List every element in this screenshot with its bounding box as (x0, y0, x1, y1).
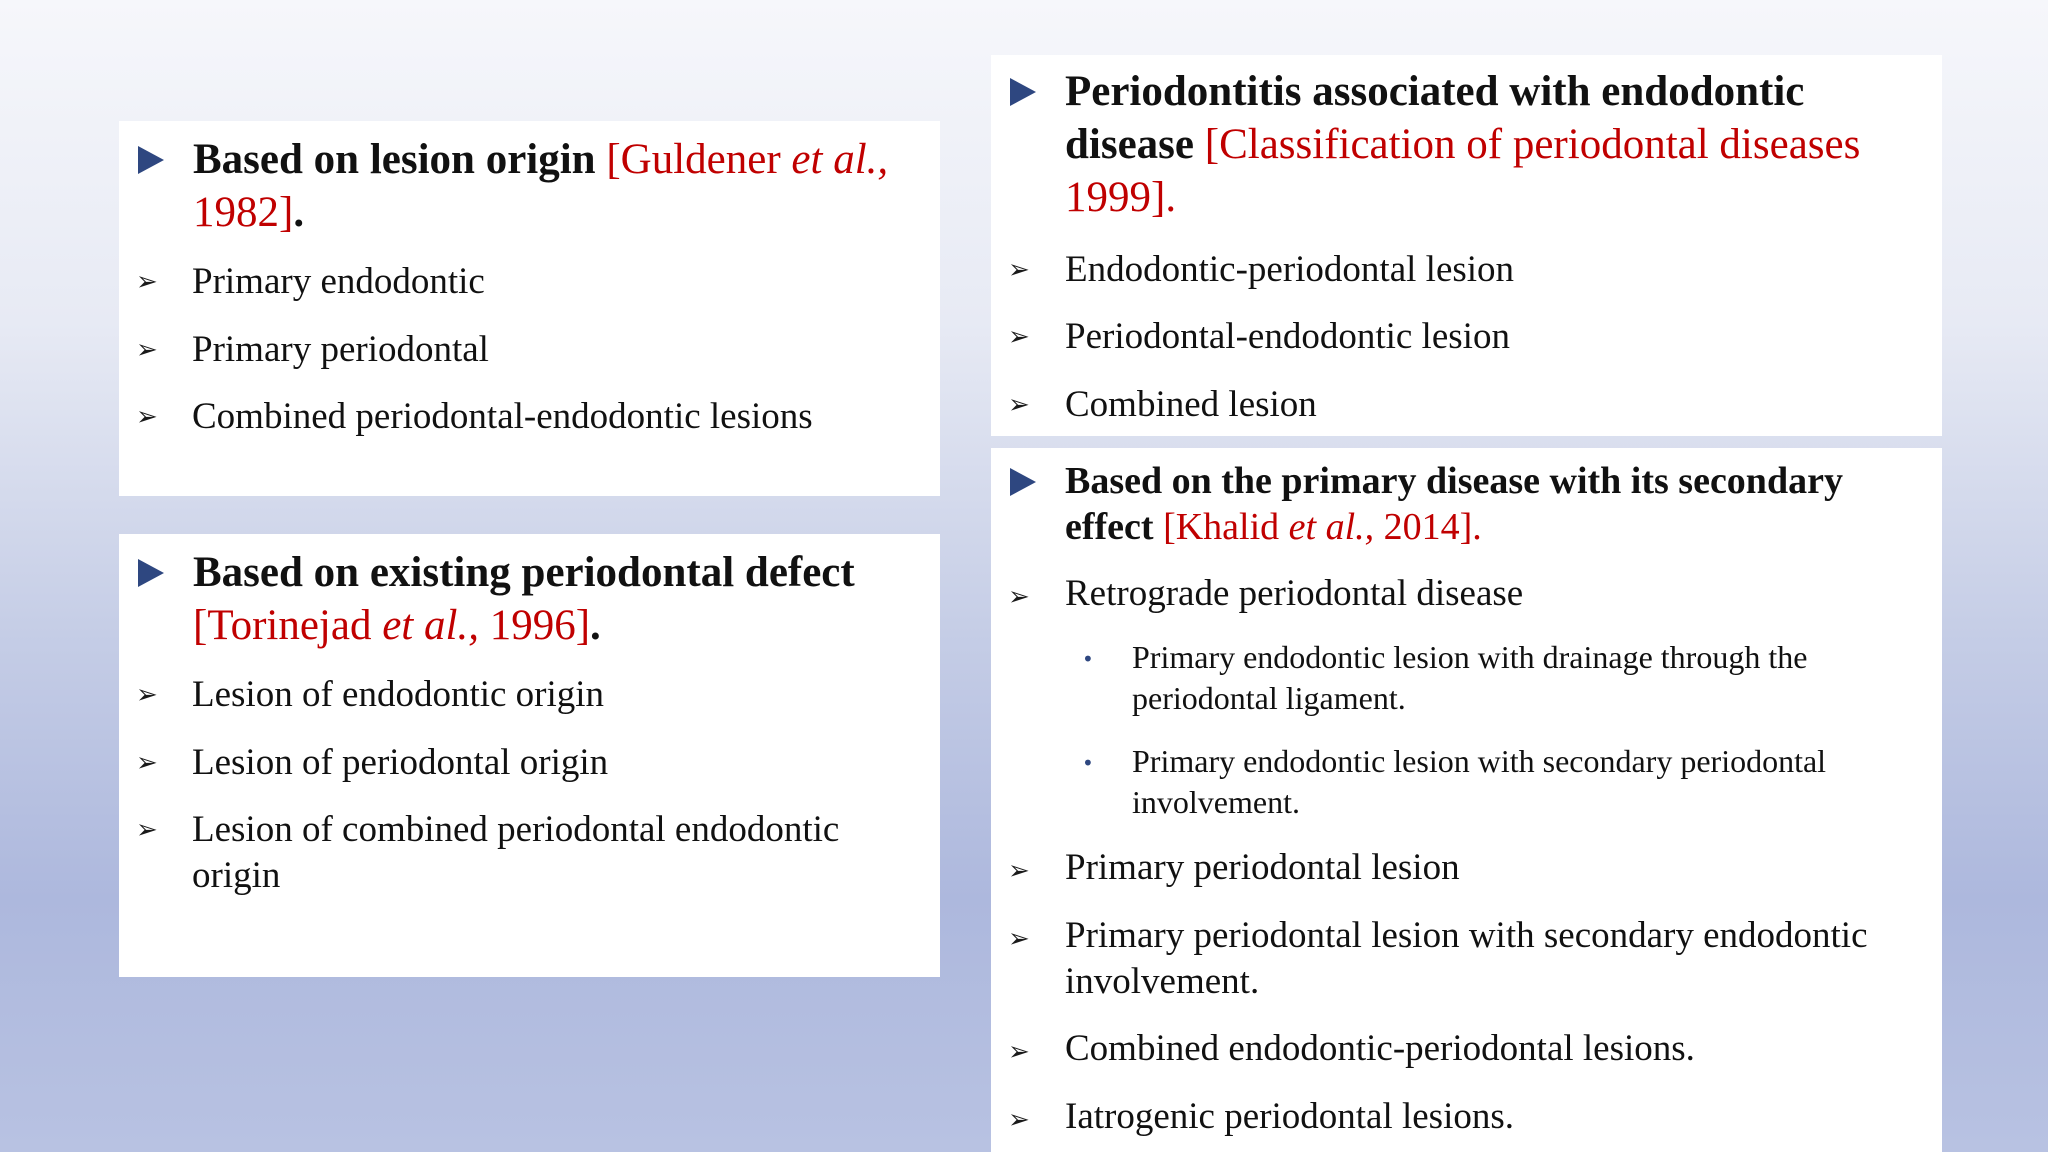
list-item: Lesion of endodontic origin (192, 674, 605, 715)
dot-icon: • (1082, 751, 1094, 775)
chevron-arrow-icon: ➢ (136, 267, 158, 297)
chevron-arrow-icon: ➢ (136, 748, 158, 778)
list-item-continuation: origin (192, 855, 281, 896)
panel-heading: Based on lesion origin [Guldener et al., 1982]. (193, 136, 889, 236)
chevron-arrow-icon: ➢ (136, 402, 158, 432)
list-item: Primary periodontal (192, 329, 489, 370)
panel-heading: Based on existing periodontal defect [Torinejad et al., 1996]. (193, 549, 855, 649)
list-item: Primary periodontal lesion with secondary endodontic (1065, 915, 1868, 956)
chevron-arrow-icon: ➢ (1008, 582, 1030, 612)
dot-icon: • (1082, 647, 1094, 671)
list-item: Iatrogenic periodontal lesions. (1065, 1096, 1515, 1137)
list-item: Combined periodontal-endodontic lesions (192, 396, 813, 437)
chevron-arrow-icon: ➢ (1008, 322, 1030, 352)
chevron-arrow-icon: ➢ (136, 815, 158, 845)
list-item-continuation: involvement. (1065, 961, 1260, 1002)
chevron-arrow-icon: ➢ (136, 335, 158, 365)
chevron-arrow-icon: ➢ (1008, 1105, 1030, 1135)
list-item: Primary periodontal lesion (1065, 847, 1460, 888)
list-item: Periodontal-endodontic lesion (1065, 316, 1510, 357)
panel-endodontic-disease (991, 55, 1942, 436)
list-item: Combined endodontic-periodontal lesions. (1065, 1028, 1695, 1069)
chevron-arrow-icon: ➢ (136, 680, 158, 710)
panel-primary-disease (991, 448, 1942, 1152)
sub-list-item-continuation: periodontal ligament. (1132, 680, 1406, 716)
triangle-right-icon (1010, 468, 1036, 496)
sub-list-item: Primary endodontic lesion with drainage through the (1132, 639, 1808, 675)
chevron-arrow-icon: ➢ (1008, 924, 1030, 954)
panel-heading: Periodontitis associated with endodontic disease [Classification of periodontal diseases 1999]. (1065, 68, 1861, 221)
chevron-arrow-icon: ➢ (1008, 856, 1030, 886)
triangle-right-icon (138, 559, 164, 587)
chevron-arrow-icon: ➢ (1008, 255, 1030, 285)
list-item: Endodontic-periodontal lesion (1065, 249, 1515, 290)
chevron-arrow-icon: ➢ (1008, 1037, 1030, 1067)
triangle-right-icon (1010, 78, 1036, 106)
panel-heading: Based on the primary disease with its secondary effect [Khalid et al., 2014]. (1065, 460, 1843, 548)
panel-lesion-origin (119, 121, 940, 496)
list-item: Combined lesion (1065, 384, 1317, 425)
list-item: Retrograde periodontal disease (1065, 573, 1524, 614)
list-item: Primary endodontic (192, 261, 485, 302)
panel-periodontal-defect (119, 534, 940, 977)
sub-list-item-continuation: involvement. (1132, 784, 1300, 820)
list-item: Lesion of combined periodontal endodontic (192, 809, 840, 850)
triangle-right-icon (138, 146, 164, 174)
sub-list-item: Primary endodontic lesion with secondary periodontal (1132, 743, 1827, 779)
list-item: Lesion of periodontal origin (192, 742, 609, 783)
chevron-arrow-icon: ➢ (1008, 390, 1030, 420)
